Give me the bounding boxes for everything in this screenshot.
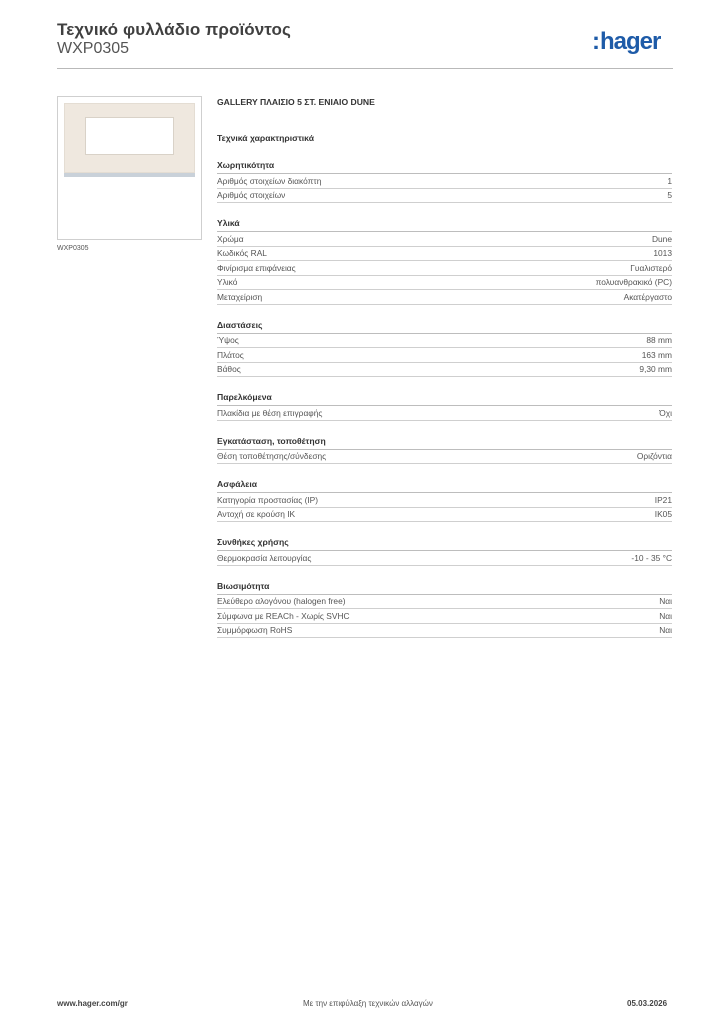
spec-label: Θερμοκρασία λειτουργίας [217, 552, 312, 563]
section-title: Διαστάσεις [217, 320, 672, 334]
spec-row [217, 493, 672, 508]
spec-label: Θέση τοποθέτησης/σύνδεσης [217, 451, 327, 462]
section-title: Συνθήκες χρήσης [217, 537, 672, 551]
spec-row [217, 232, 672, 247]
spec-sections [217, 160, 672, 638]
spec-value: Όχι [659, 407, 672, 418]
spec-label: Χρώμα [217, 233, 244, 244]
spec-value: 9,30 mm [639, 364, 672, 375]
spec-value: Ακατέργαστο [623, 291, 672, 302]
spec-label: Αριθμός στοιχείων [217, 190, 286, 201]
spec-section [217, 436, 672, 465]
page-title: Τεχνικό φυλλάδιο προϊόντος [57, 20, 291, 39]
spec-row [217, 508, 672, 523]
spec-value: 163 mm [641, 349, 672, 360]
section-title: Υλικά [217, 218, 672, 232]
footer-date: 05.03.2026 [627, 999, 668, 1008]
section-title: Ασφάλεια [217, 479, 672, 493]
section-title: Εγκατάσταση, τοποθέτηση [217, 436, 672, 450]
spec-section [217, 320, 672, 378]
spec-row [217, 290, 672, 305]
spec-section [217, 537, 672, 566]
spec-main [217, 97, 672, 653]
product-name: GALLERY ΠΛΑΙΣΙΟ 5 ΣΤ. ΕΝΙΑΙΟ DUNE [217, 97, 375, 107]
spec-row [217, 551, 672, 566]
plate-shadow [64, 173, 195, 177]
spec-value: Ναι [659, 625, 672, 636]
spec-row [217, 450, 672, 465]
spec-value: -10 - 35 °C [631, 552, 672, 563]
spec-value: Ναι [659, 610, 672, 621]
spec-label: Υλικό [217, 277, 238, 288]
section-title: Παρελκόμενα [217, 392, 672, 406]
spec-row [217, 261, 672, 276]
spec-row [217, 609, 672, 624]
spec-label: Αντοχή σε κρούση IK [217, 509, 296, 520]
section-title: Χωρητικότητα [217, 160, 672, 174]
spec-value: IP21 [654, 494, 672, 505]
logo-text: hager [600, 28, 661, 55]
spec-label: Κωδικός RAL [217, 248, 267, 259]
spec-row [217, 174, 672, 189]
spec-row [217, 276, 672, 291]
spec-value: Dune [651, 233, 672, 244]
spec-section [217, 392, 672, 421]
footer-disclaimer: Με την επιφύλαξη τεχνικών αλλαγών [303, 999, 433, 1008]
spec-label: Αριθμός στοιχείων διακόπτη [217, 175, 322, 186]
technical-heading: Τεχνικά χαρακτηριστικά [217, 133, 314, 143]
product-code: WXP0305 [57, 40, 130, 57]
spec-label: Μεταχείριση [217, 291, 263, 302]
spec-label: Ύψος [217, 335, 239, 346]
spec-label: Πλάτος [217, 349, 244, 360]
spec-value: πολυανθρακικό (PC) [595, 277, 672, 288]
spec-value: 1013 [653, 248, 672, 259]
hager-logo: :hager [592, 28, 661, 55]
spec-value: Ναι [659, 596, 672, 607]
plate-frame [64, 103, 195, 173]
spec-value: 5 [667, 190, 672, 201]
spec-row [217, 348, 672, 363]
footer-website[interactable]: www.hager.com/gr [57, 999, 128, 1008]
spec-row [217, 189, 672, 204]
header-divider [57, 68, 673, 69]
spec-value: Γυαλιστερό [630, 262, 672, 273]
product-image-caption: WXP0305 [57, 245, 89, 252]
spec-value: 1 [667, 175, 672, 186]
spec-value: Οριζόντια [636, 451, 672, 462]
spec-label: Φινίρισμα επιφάνειας [217, 262, 296, 273]
spec-label: Σύμφωνα με REACh - Χωρίς SVHC [217, 610, 350, 621]
spec-value: 88 mm [646, 335, 672, 346]
spec-value: IK05 [654, 509, 672, 520]
spec-label: Πλακίδια με θέση επιγραφής [217, 407, 323, 418]
product-image [57, 96, 202, 240]
plate-window [85, 117, 174, 155]
spec-label: Βάθος [217, 364, 241, 375]
spec-section [217, 160, 672, 203]
spec-row [217, 334, 672, 349]
spec-section [217, 218, 672, 305]
spec-row [217, 406, 672, 421]
spec-section [217, 479, 672, 522]
spec-label: Κατηγορία προστασίας (IP) [217, 494, 319, 505]
spec-label: Συμμόρφωση RoHS [217, 625, 293, 636]
spec-row [217, 595, 672, 610]
spec-row [217, 363, 672, 378]
spec-section [217, 581, 672, 639]
spec-row [217, 247, 672, 262]
section-title: Βιωσιμότητα [217, 581, 672, 595]
spec-row [217, 624, 672, 639]
spec-label: Ελεύθερο αλογόνου (halogen free) [217, 596, 346, 607]
